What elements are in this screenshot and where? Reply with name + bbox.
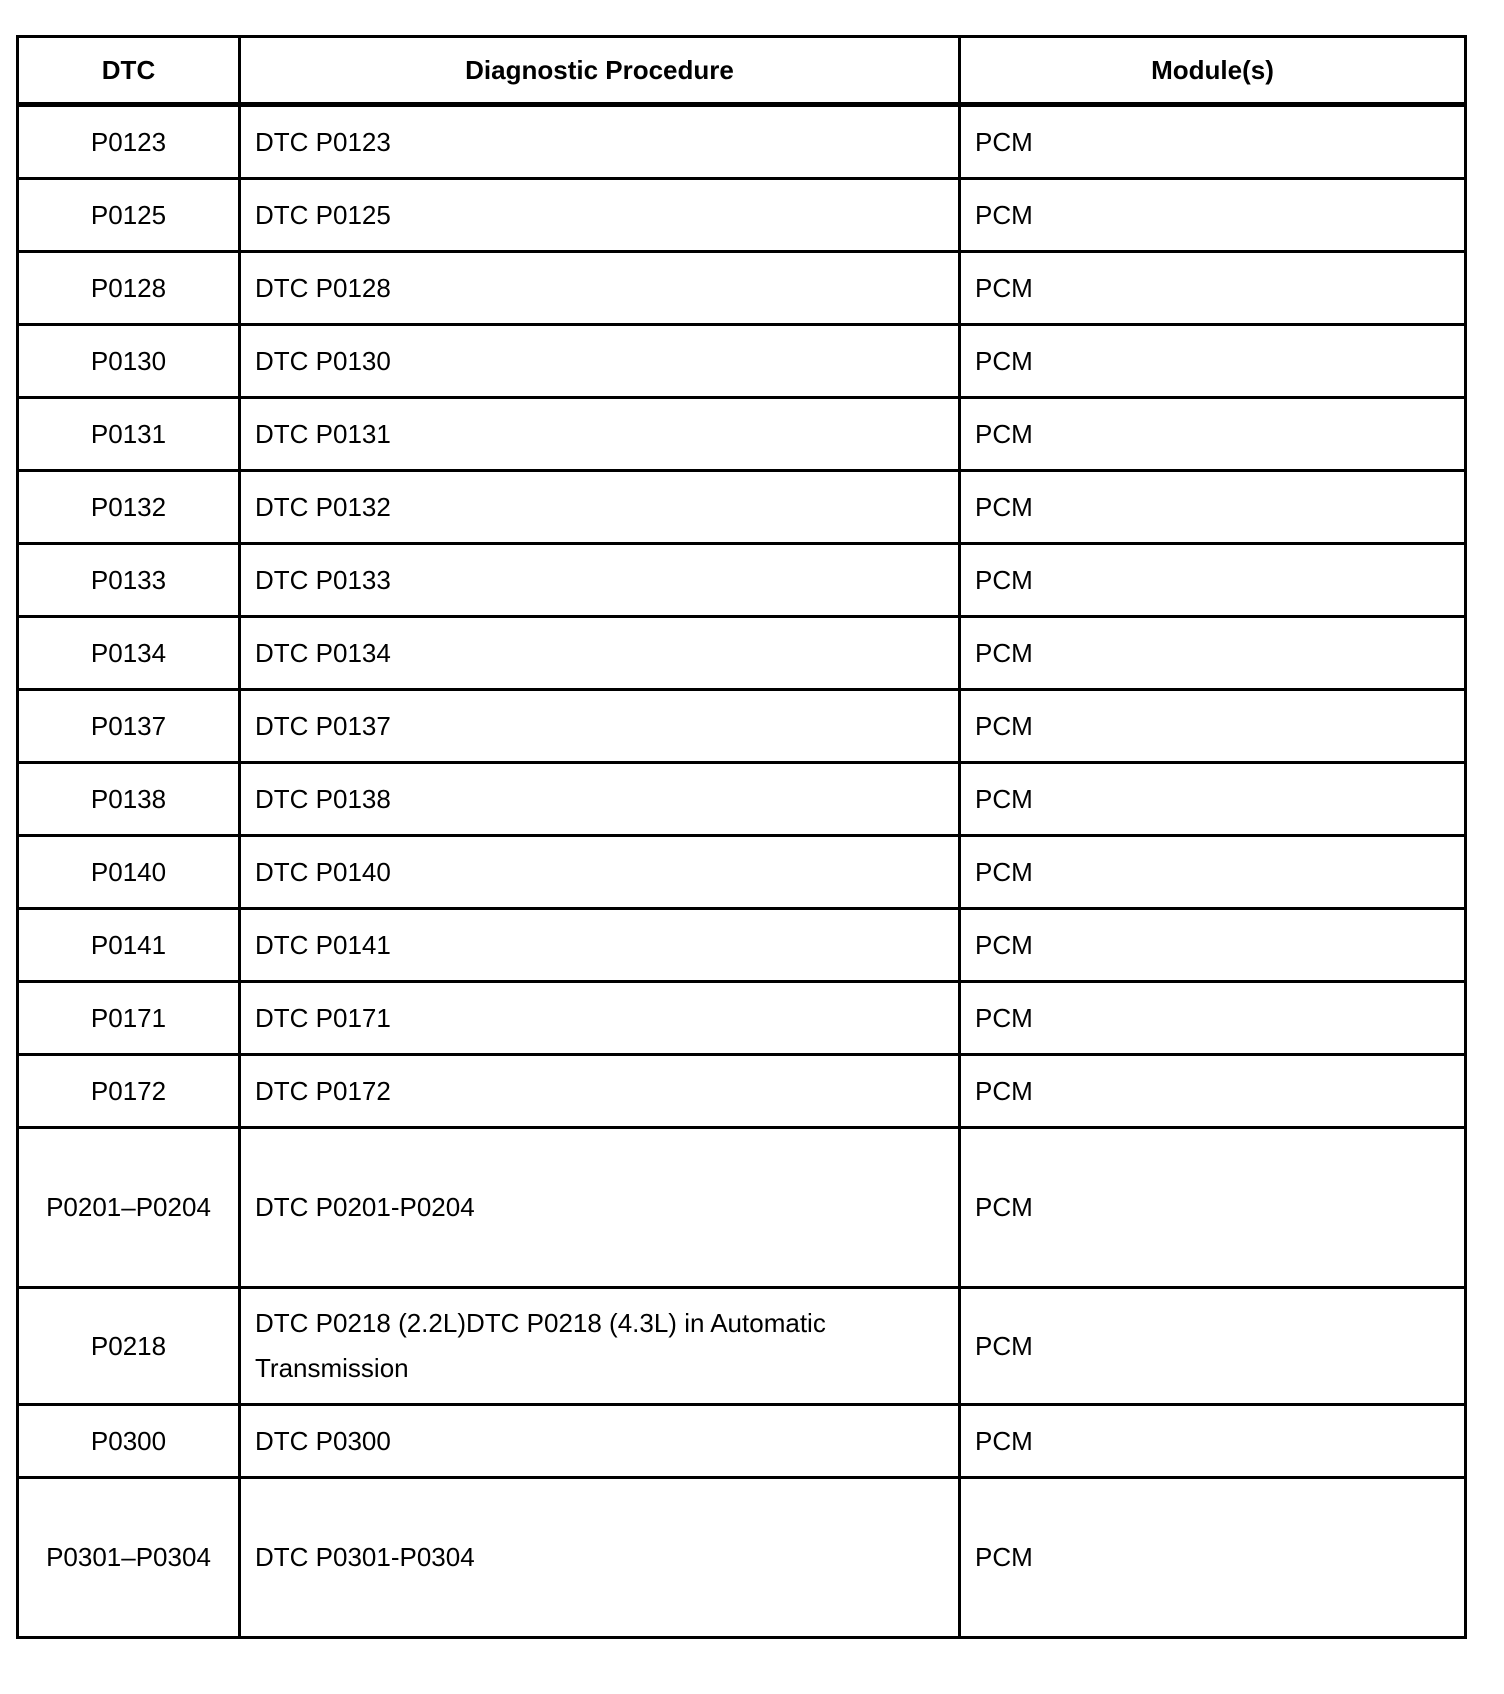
module: PCM xyxy=(960,105,1466,179)
header-dtc: DTC xyxy=(18,37,240,105)
dtc-code: P0201–P0204 xyxy=(18,1128,240,1288)
dtc-code: P0140 xyxy=(18,836,240,909)
diagnostic-procedure: DTC P0137 xyxy=(240,690,960,763)
diagnostic-procedure: DTC P0140 xyxy=(240,836,960,909)
table-row xyxy=(18,471,1466,544)
table-row xyxy=(18,763,1466,836)
diagnostic-procedure: DTC P0125 xyxy=(240,179,960,252)
module: PCM xyxy=(960,252,1466,325)
table-row xyxy=(18,1478,1466,1638)
module: PCM xyxy=(960,1405,1466,1478)
table-row xyxy=(18,982,1466,1055)
diagnostic-procedure: DTC P0201-P0204 xyxy=(240,1128,960,1288)
table-row xyxy=(18,836,1466,909)
diagnostic-procedure: DTC P0131 xyxy=(240,398,960,471)
module: PCM xyxy=(960,982,1466,1055)
module: PCM xyxy=(960,471,1466,544)
dtc-code: P0171 xyxy=(18,982,240,1055)
table-row xyxy=(18,325,1466,398)
table-row xyxy=(18,617,1466,690)
dtc-code: P0141 xyxy=(18,909,240,982)
diagnostic-procedure: DTC P0133 xyxy=(240,544,960,617)
dtc-code: P0133 xyxy=(18,544,240,617)
dtc-code: P0131 xyxy=(18,398,240,471)
diagnostic-procedure: DTC P0138 xyxy=(240,763,960,836)
module: PCM xyxy=(960,544,1466,617)
module: PCM xyxy=(960,179,1466,252)
table-row xyxy=(18,1055,1466,1128)
dtc-table xyxy=(16,35,1467,1639)
diagnostic-procedure: DTC P0141 xyxy=(240,909,960,982)
diagnostic-procedure: DTC P0171 xyxy=(240,982,960,1055)
table-row xyxy=(18,909,1466,982)
dtc-code: P0172 xyxy=(18,1055,240,1128)
table-row xyxy=(18,105,1466,179)
dtc-code: P0123 xyxy=(18,105,240,179)
dtc-code: P0301–P0304 xyxy=(18,1478,240,1638)
table-header-row xyxy=(18,37,1466,105)
module: PCM xyxy=(960,690,1466,763)
diagnostic-procedure: DTC P0130 xyxy=(240,325,960,398)
module: PCM xyxy=(960,763,1466,836)
dtc-code: P0137 xyxy=(18,690,240,763)
module: PCM xyxy=(960,617,1466,690)
table-row xyxy=(18,179,1466,252)
table-row xyxy=(18,690,1466,763)
dtc-code: P0218 xyxy=(18,1288,240,1405)
module: PCM xyxy=(960,909,1466,982)
table-row xyxy=(18,1405,1466,1478)
dtc-code: P0130 xyxy=(18,325,240,398)
table-row xyxy=(18,1128,1466,1288)
table-row xyxy=(18,252,1466,325)
dtc-code: P0138 xyxy=(18,763,240,836)
module: PCM xyxy=(960,325,1466,398)
diagnostic-procedure: DTC P0134 xyxy=(240,617,960,690)
table-row xyxy=(18,398,1466,471)
diagnostic-procedure: DTC P0128 xyxy=(240,252,960,325)
module: PCM xyxy=(960,1288,1466,1405)
module: PCM xyxy=(960,1055,1466,1128)
module: PCM xyxy=(960,1128,1466,1288)
module: PCM xyxy=(960,836,1466,909)
dtc-code: P0132 xyxy=(18,471,240,544)
diagnostic-procedure: DTC P0132 xyxy=(240,471,960,544)
header-diagnostic-procedure: Diagnostic Procedure xyxy=(240,37,960,105)
dtc-code: P0300 xyxy=(18,1405,240,1478)
header-modules: Module(s) xyxy=(960,37,1466,105)
diagnostic-procedure: DTC P0172 xyxy=(240,1055,960,1128)
diagnostic-procedure: DTC P0123 xyxy=(240,105,960,179)
table-row xyxy=(18,544,1466,617)
dtc-code: P0128 xyxy=(18,252,240,325)
module: PCM xyxy=(960,1478,1466,1638)
dtc-code: P0134 xyxy=(18,617,240,690)
diagnostic-procedure: DTC P0301-P0304 xyxy=(240,1478,960,1638)
dtc-code: P0125 xyxy=(18,179,240,252)
diagnostic-procedure: DTC P0300 xyxy=(240,1405,960,1478)
table-row xyxy=(18,1288,1466,1405)
diagnostic-procedure: DTC P0218 (2.2L)DTC P0218 (4.3L) in Automatic Transmission xyxy=(240,1288,960,1405)
module: PCM xyxy=(960,398,1466,471)
